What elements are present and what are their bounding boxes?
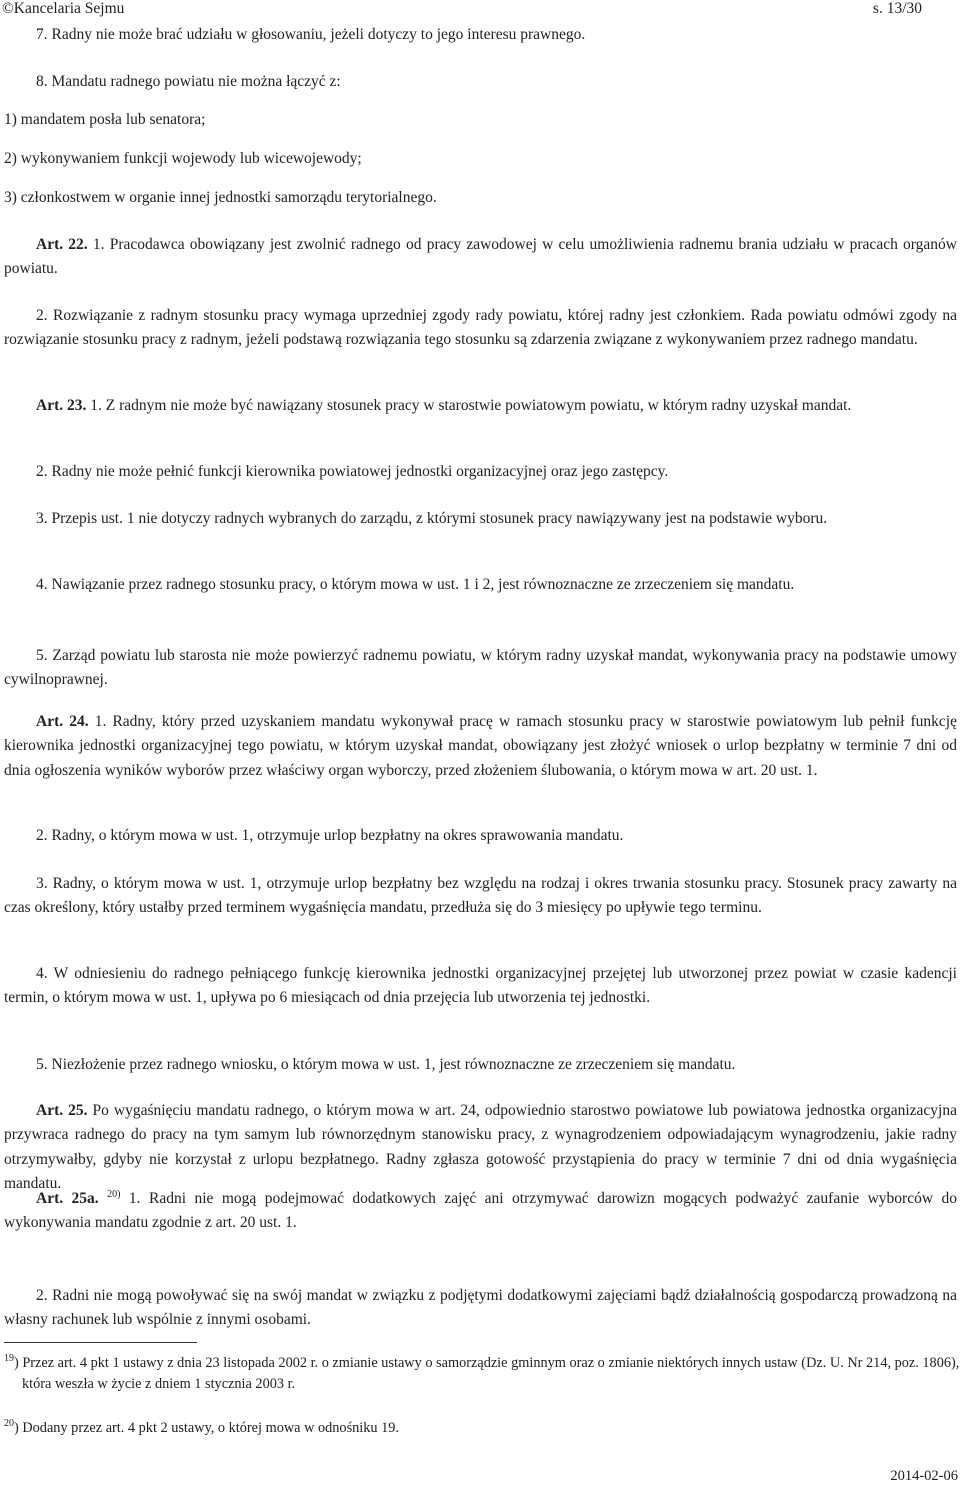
art-25-text: Po wygaśnięciu mandatu radnego, o którym mowa w art. 24, odpowiednio starostwo powiatowe lub powiatowa jednostka organizacyjna przywraca radnego do pracy na tym samym lub równorzędnym stanowisku pracy, z wynagrodzeniem odpowiadającym wynagrodzeniu, jakie radny otrzymywałby, gdyby nie korzystał z urlopu bezpłatnego. Radny zgłasza gotowość przystąpienia do pracy w terminie 7 dni od dnia wygaśnięcia mandatu.: [4, 1102, 957, 1192]
art-25a-1-text: 1. Radni nie mogą podejmować dodatkowych zajęć ani otrzymywać darowizn mogących podważyć zaufanie wyborców do wykonywania mandatu zgodnie z art. 20 ust. 1.: [4, 1190, 957, 1232]
art-24-section-5: 5. Niezłożenie przez radnego wniosku, o którym mowa w ust. 1, jest równoznaczne ze zrzeczeniem się mandatu.: [36, 1056, 736, 1073]
art-24-section-2: 2. Radny, o którym mowa w ust. 1, otrzymuje urlop bezpłatny na okres sprawowania mandatu.: [36, 827, 624, 844]
footnote-19-mark: 19: [4, 1353, 14, 1365]
art-23-section-1: [4, 394, 957, 418]
art-25a-label: Art. 25a.: [36, 1190, 99, 1207]
art-22-1-text: 1. Pracodawca obowiązany jest zwolnić radnego od pracy zawodowej w celu umożliwienia radnemu brania udziału w pracach organów powiatu.: [4, 236, 957, 278]
art-24-section-4: 4. W odniesieniu do radnego pełniącego funkcję kierownika jednostki organizacyjnej przejętej lub utworzonej przez powiat w czasie kadencji termin, o którym mowa w ust. 1, upływa po 6 miesiącach od dnia przejęcia lub utworzenia tej jednostki.: [4, 965, 957, 1007]
art-23-1-text: 1. Z radnym nie może być nawiązany stosunek pracy w starostwie powiatowym powiatu, w którym radny uzyskał mandat.: [86, 397, 852, 414]
art-24-label: Art. 24.: [36, 713, 89, 730]
art-23-section-5: 5. Zarząd powiatu lub starosta nie może powierzyć radnemu powiatu, w którym radny uzyskał mandat, wykonywania pracy na podstawie umowy cywilnoprawnej.: [4, 647, 957, 689]
footnote-ref-20: 20): [107, 1188, 121, 1200]
footnote-20: [4, 1418, 957, 1439]
header-page-number: s. 13/30: [872, 0, 922, 17]
art-22-section-2: 2. Rozwiązanie z radnym stosunku pracy wymaga uprzedniej zgody rady powiatu, której radny jest członkiem. Rada powiatu odmówi zgody na rozwiązanie stosunku pracy z radnym, jeżeli podstawą rozwiązania tego stosunku są zdarzenia związane z wykonywaniem przez radnego mandatu.: [4, 307, 957, 349]
art-24-1-text: 1. Radny, który przed uzyskaniem mandatu wykonywał pracę w ramach stosunku pracy w starostwie powiatowym lub pełnił funkcję kierownika jednostki organizacyjnej tego powiatu, w którym uzyskał mandat, obowiązany jest złożyć wniosek o urlop bezpłatny w terminie 7 dni od dnia ogłoszenia wyników wyborów przez właściwy organ wyborczy, przed złożeniem ślubowania, o którym mowa w art. 20 ust. 1.: [4, 713, 957, 779]
list-item-3: 3) członkostwem w organie innej jednostki samorządu terytorialnego.: [4, 189, 437, 206]
art-23-section-2: 2. Radny nie może pełnić funkcji kierownika powiatowej jednostki organizacyjnej oraz jego zastępcy.: [36, 463, 669, 480]
art-22-section-1: [4, 233, 957, 282]
list-item-1: 1) mandatem posła lub senatora;: [4, 111, 206, 128]
list-item-2: 2) wykonywaniem funkcji wojewody lub wicewojewody;: [4, 150, 362, 167]
footnote-19: [4, 1353, 960, 1395]
art-25a-section-2: 2. Radni nie mogą powoływać się na swój mandat w związku z podjętymi dodatkowymi zajęciami bądź działalnością gospodarczą prowadzoną na własny rachunek lub wspólnie z innymi osobami.: [4, 1287, 957, 1329]
paragraph-7: 7. Radny nie może brać udziału w głosowaniu, jeżeli dotyczy to jego interesu prawnego.: [36, 26, 586, 43]
header-source: ©Kancelaria Sejmu: [2, 0, 125, 17]
footnote-divider: [4, 1342, 197, 1343]
art-23-section-4: 4. Nawiązanie przez radnego stosunku pracy, o którym mowa w ust. 1 i 2, jest równoznaczne ze zrzeczeniem się mandatu.: [36, 576, 795, 593]
footnote-19-text: ) Przez art. 4 pkt 1 ustawy z dnia 23 listopada 2002 r. o zmianie ustawy o samorządzie gminnym oraz o zmianie niektórych innych ustaw (Dz. U. Nr 214, poz. 1806), która weszła w życie z dniem 1 stycznia 2003 r.: [14, 1355, 960, 1392]
footnote-20-text: ) Dodany przez art. 4 pkt 2 ustawy, o której mowa w odnośniku 19.: [14, 1420, 400, 1436]
art-23-section-3: 3. Przepis ust. 1 nie dotyczy radnych wybranych do zarządu, z którymi stosunek pracy nawiązywany jest na podstawie wyboru.: [36, 510, 828, 527]
footnote-20-mark: 20: [4, 1418, 14, 1430]
art-22-label: Art. 22.: [36, 236, 88, 253]
art-24-section-1: [4, 710, 957, 783]
art-25-label: Art. 25.: [36, 1102, 88, 1119]
paragraph-8: 8. Mandatu radnego powiatu nie można łączyć z:: [36, 73, 341, 90]
footer-date: 2014-02-06: [890, 1468, 958, 1484]
art-25: [4, 1099, 957, 1196]
art-23-label: Art. 23.: [36, 397, 87, 414]
art-25a-section-1: [4, 1187, 957, 1236]
art-24-section-3: 3. Radny, o którym mowa w ust. 1, otrzymuje urlop bezpłatny bez względu na rodzaj i okres trwania stosunku pracy. Stosunek pracy zawarty na czas określony, który ustałby przed terminem wygaśnięcia mandatu, przedłuża się do 3 miesięcy po upływie tego terminu.: [4, 875, 957, 917]
